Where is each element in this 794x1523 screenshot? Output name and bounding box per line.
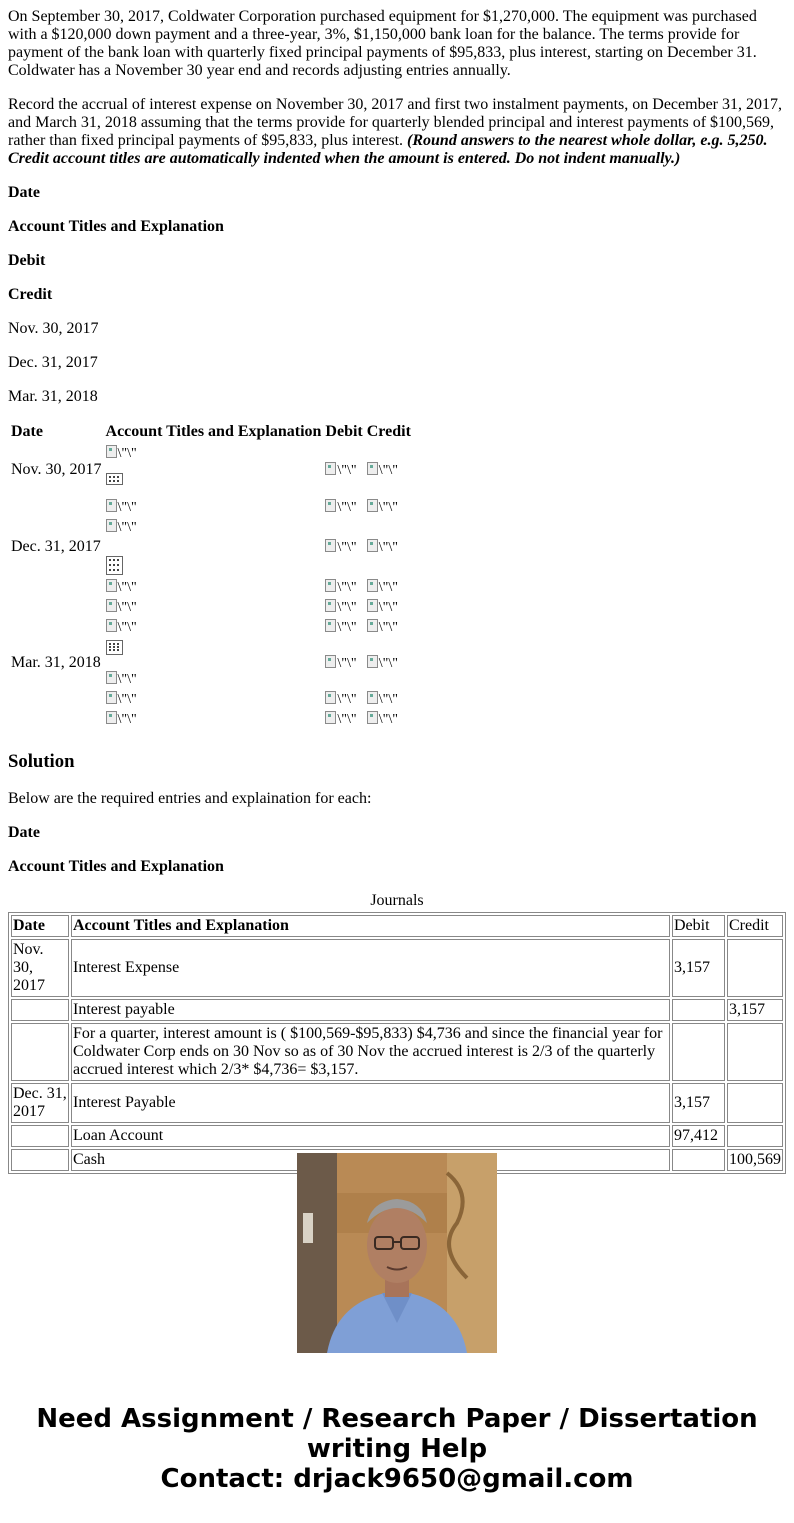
debit-input-broken-image[interactable]: \"\" [325, 579, 356, 595]
credit-input-broken-image[interactable]: \"\" [367, 655, 398, 671]
input-row [10, 690, 412, 708]
table-row [11, 1083, 783, 1123]
debit-input-broken-image[interactable]: \"\" [325, 691, 356, 707]
account-select-broken-image[interactable]: \"\" [106, 711, 137, 727]
journal-entry-input-table [8, 420, 414, 730]
debit-input-broken-image[interactable]: \"\" [325, 619, 356, 635]
account-select-broken-image[interactable]: \"\" [106, 691, 137, 707]
table-row [11, 999, 783, 1021]
promo-contact[interactable]: Contact: drjack9650@gmail.com [160, 1464, 634, 1494]
row-credit [727, 1125, 783, 1147]
debit-input-broken-image[interactable]: \"\" [325, 711, 356, 727]
row-debit [672, 1149, 725, 1171]
date-label-mar: Mar. 31, 2018 [8, 388, 98, 405]
solution-label-account: Account Titles and Explanation [8, 858, 224, 875]
input-date-mar: Mar. 31, 2018 [11, 654, 101, 671]
input-entry-nov [10, 444, 412, 496]
input-row [10, 710, 412, 728]
solution-header-row [11, 915, 783, 937]
label-debit: Debit [8, 252, 46, 269]
credit-input-broken-image[interactable]: \"\" [367, 539, 398, 555]
row-debit [672, 999, 725, 1021]
row-debit: 3,157 [672, 1083, 725, 1123]
label-date: Date [8, 184, 40, 201]
input-date-dec: Dec. 31, 2017 [11, 538, 101, 555]
account-select-broken-image[interactable]: \"\" [106, 579, 137, 595]
account-select-broken-image[interactable]: \"\" [106, 519, 137, 535]
input-entry-mar [10, 638, 412, 688]
row-date [11, 1149, 69, 1171]
account-select-broken-image[interactable]: \"\" [106, 671, 137, 687]
input-header-credit: Credit [366, 423, 411, 440]
row-date: Dec. 31, 2017 [11, 1083, 69, 1123]
input-table-header-row [10, 422, 412, 442]
author-avatar [297, 1153, 497, 1353]
debit-input-broken-image[interactable]: \"\" [325, 539, 356, 555]
account-select-broken-image[interactable]: \"\" [106, 499, 137, 515]
row-credit [727, 1023, 783, 1081]
question-paragraph-2 [8, 96, 786, 168]
account-select-broken-image[interactable]: \"\" [106, 599, 137, 615]
credit-input-broken-image[interactable]: \"\" [367, 499, 398, 515]
page-content [8, 8, 786, 1168]
avatar-portrait [297, 1153, 497, 1353]
row-account: For a quarter, interest amount is ( $100,569-$95,833) $4,736 and since the financial year for Coldwater Corp ends on 30 Nov so as of 30 Nov the accrued interest is 2/3 of the quarterly accrued interest which 2/3* $4,736= $3,157. [71, 1023, 670, 1081]
row-debit: 3,157 [672, 939, 725, 997]
row-date [11, 1125, 69, 1147]
question-rounding-note: (Round answers to the nearest whole dollar, e.g. 5,250. Credit account titles are automatically indented when the amount is entered. Do not indent manually.) [8, 132, 768, 167]
input-header-debit: Debit [325, 423, 363, 440]
account-select-broken-image[interactable]: \"\" [106, 619, 137, 635]
input-row [10, 498, 412, 516]
broken-image-icon [106, 445, 117, 458]
keyboard-icon[interactable] [106, 473, 123, 485]
credit-input-broken-image[interactable]: \"\" [367, 579, 398, 595]
row-credit: 3,157 [727, 999, 783, 1021]
row-date [11, 999, 69, 1021]
row-date [11, 1023, 69, 1081]
solution-header-account: Account Titles and Explanation [71, 915, 670, 937]
label-credit: Credit [8, 286, 53, 303]
credit-input-broken-image[interactable]: \"\" [367, 711, 398, 727]
row-credit [727, 1083, 783, 1123]
promo-banner [0, 1404, 794, 1494]
table-row [11, 1125, 783, 1147]
table-row [11, 939, 783, 997]
solution-header-debit: Debit [672, 915, 725, 937]
keyboard-icon[interactable] [106, 556, 123, 575]
credit-input-broken-image[interactable]: \"\" [367, 462, 398, 478]
row-account: Interest Payable [71, 1083, 670, 1123]
credit-input-broken-image[interactable]: \"\" [367, 599, 398, 615]
question-paragraph-1: On September 30, 2017, Coldwater Corporation purchased equipment for $1,270,000. The equipment was purchased with a $120,000 down payment and a three-year, 3%, $1,150,000 bank loan for the balance. The terms provide for payment of the bank loan with quarterly fixed principal payments of $95,833, plus interest, starting on December 31. Coldwater has a November 30 year end and records adjusting entries annually. [8, 8, 757, 79]
date-label-nov: Nov. 30, 2017 [8, 320, 99, 337]
solution-header-date: Date [11, 915, 69, 937]
promo-line-1: Need Assignment / Research Paper / Dissertation [36, 1404, 758, 1434]
debit-input-broken-image[interactable]: \"\" [325, 655, 356, 671]
input-header-date: Date [11, 423, 43, 440]
row-debit: 97,412 [672, 1125, 725, 1147]
account-select-broken-image[interactable]: \"\" [106, 445, 137, 461]
keyboard-icon[interactable] [106, 640, 123, 655]
input-entry-dec [10, 518, 412, 576]
credit-input-broken-image[interactable]: \"\" [367, 619, 398, 635]
input-row [10, 578, 412, 596]
debit-input-broken-image[interactable]: \"\" [325, 599, 356, 615]
date-label-dec: Dec. 31, 2017 [8, 354, 98, 371]
input-header-account: Account Titles and Explanation [105, 423, 322, 440]
solution-intro: Below are the required entries and explaination for each: [8, 790, 372, 807]
debit-input-broken-image[interactable]: \"\" [325, 499, 356, 515]
input-row [10, 618, 412, 636]
solution-header-credit: Credit [727, 915, 783, 937]
row-credit [727, 939, 783, 997]
input-row [10, 598, 412, 616]
question-paragraph-2-text: Record the accrual of interest expense on November 30, 2017 and first two instalment payments, on December 31, 2017, and March 31, 2018 assuming that the terms provide for quarterly blended principal and interest payments of $100,569, rather than fixed principal payments of $95,833, plus interest. [8, 96, 782, 149]
row-credit: 100,569 [727, 1149, 783, 1171]
solution-heading: Solution [8, 751, 75, 772]
row-account: Interest Expense [71, 939, 670, 997]
solution-label-date: Date [8, 824, 40, 841]
row-debit [672, 1023, 725, 1081]
journals-caption: Journals [370, 892, 424, 909]
debit-input-broken-image[interactable]: \"\" [325, 462, 356, 478]
row-account: Cash [71, 1149, 670, 1171]
row-date: Nov. 30, 2017 [11, 939, 69, 997]
label-account-titles: Account Titles and Explanation [8, 218, 224, 235]
row-account: Interest payable [71, 999, 670, 1021]
row-account: Loan Account [71, 1125, 670, 1147]
promo-line-2: writing Help [306, 1434, 488, 1464]
input-date-nov: Nov. 30, 2017 [11, 461, 102, 478]
solution-journal-table [8, 912, 786, 1174]
credit-input-broken-image[interactable]: \"\" [367, 691, 398, 707]
table-row [11, 1023, 783, 1081]
